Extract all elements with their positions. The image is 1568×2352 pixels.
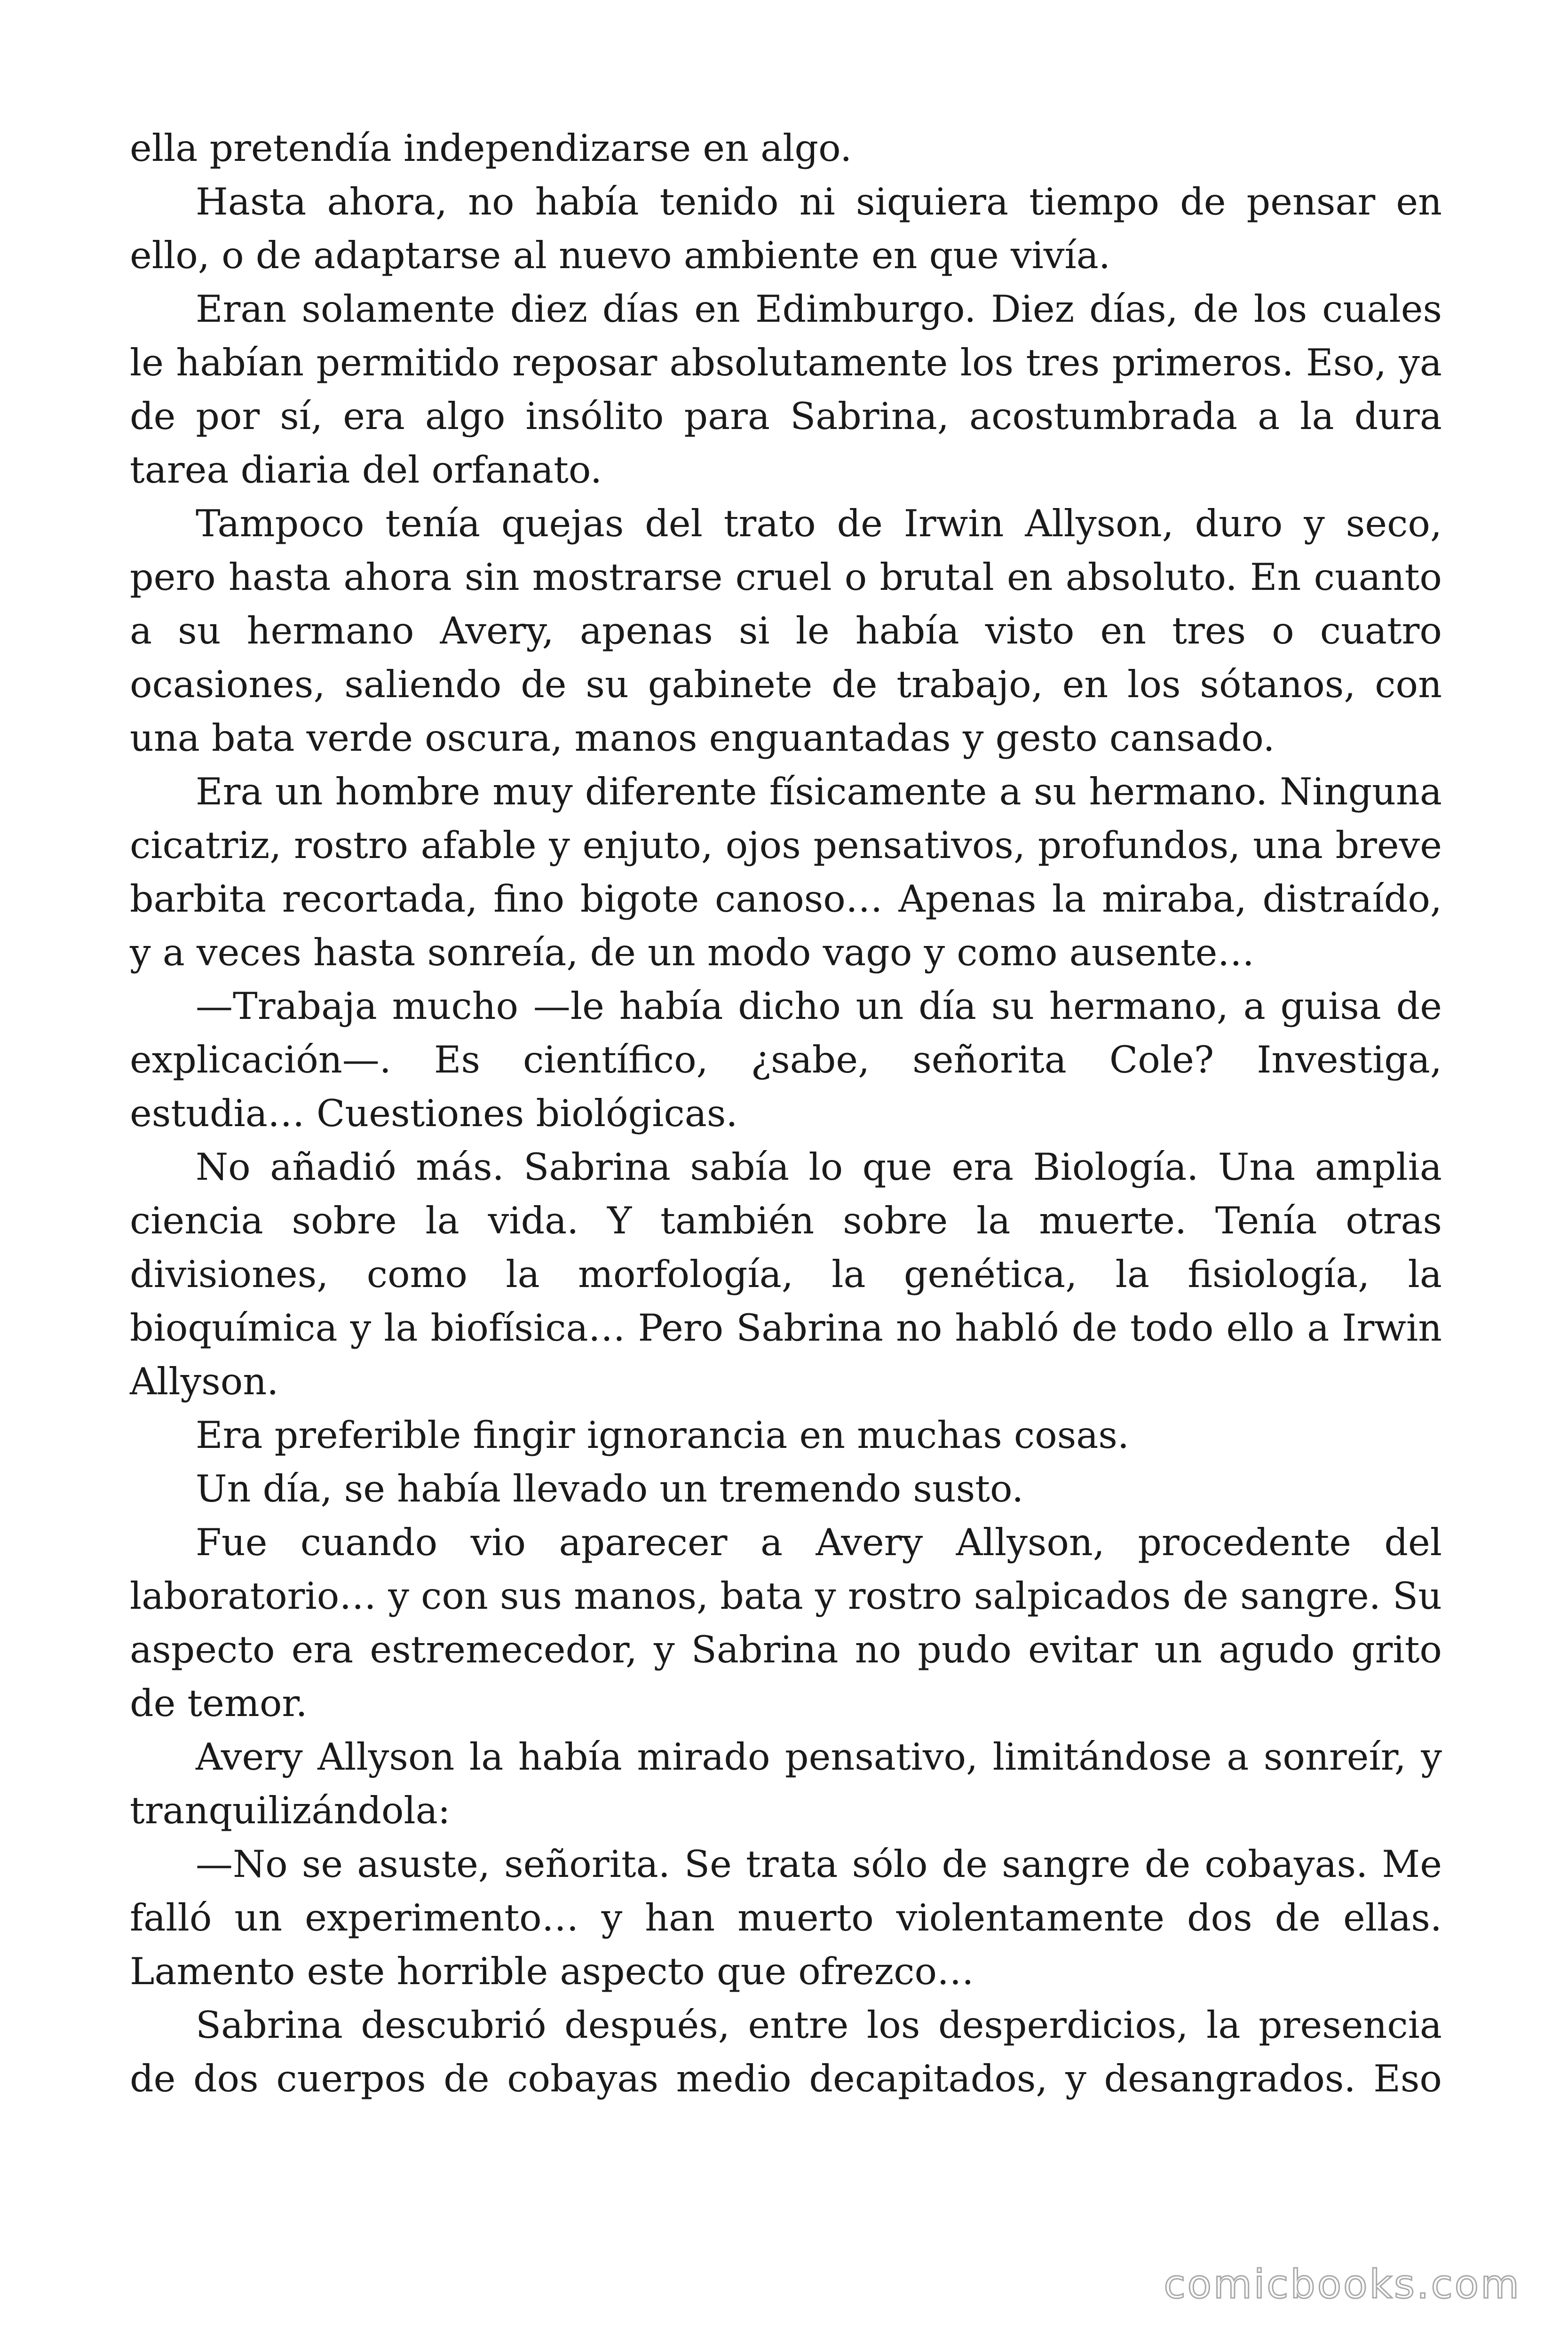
page-body bbox=[130, 121, 1442, 2106]
paragraph-10: Fue cuando vio aparecer a Avery Allyson, procedente del laboratorio… y con sus manos, bata y rostro salpicados de sangre. Su aspecto era estremecedor, y Sabrina no pudo evitar un agudo grito de temor. bbox=[130, 1521, 1442, 1725]
paragraph-4: Tampoco tenía quejas del trato de Irwin Allyson, duro y seco, pero hasta ahora sin mostrarse cruel o brutal en absoluto. En cuanto a su hermano Avery, apenas si le había visto en tres o cuatro ocasiones, saliendo de su gabinete de trabajo, en los sótanos, con una bata verde oscura, manos enguantadas y gesto cansado. bbox=[130, 502, 1442, 760]
paragraph-1: ella pretendía independizarse en algo. bbox=[130, 127, 852, 170]
paragraph-5: Era un hombre muy diferente físicamente a su hermano. Ninguna cicatriz, rostro afable y enjuto, ojos pensativos, profundos, una breve barbita recortada, fino bigote canoso… Apenas la miraba, distraído, y a veces hasta sonreía, de un modo vago y como ausente… bbox=[130, 770, 1442, 974]
watermark: comicbooks.com bbox=[1164, 2261, 1521, 2307]
paragraph-8: Era preferible fingir ignorancia en muchas cosas. bbox=[196, 1414, 1129, 1457]
paragraph-2: Hasta ahora, no había tenido ni siquiera tiempo de pensar en ello, o de adaptarse al nuevo ambiente en que vivía. bbox=[130, 180, 1442, 277]
paragraph-11: Avery Allyson la había mirado pensativo, limitándose a sonreír, y tranquilizándola: bbox=[130, 1735, 1442, 1832]
paragraph-7: No añadió más. Sabrina sabía lo que era Biología. Una amplia ciencia sobre la vida. Y también sobre la muerte. Tenía otras divisiones, como la morfología, la genética, la fisiología, la bioquímica y la biofísica… Pero Sabrina no habló de todo ello a Irwin Allyson. bbox=[130, 1145, 1442, 1403]
paragraph-9: Un día, se había llevado un tremendo susto. bbox=[196, 1467, 1024, 1510]
paragraph-6: —Trabaja mucho —le había dicho un día su hermano, a guisa de explicación—. Es científico, ¿sabe, señorita Cole? Investiga, estudia… Cuestiones biológicas. bbox=[130, 985, 1442, 1135]
paragraph-3: Eran solamente diez días en Edimburgo. Diez días, de los cuales le habían permitido reposar absolutamente los tres primeros. Eso, ya de por sí, era algo insólito para Sabrina, acostumbrada a la dura tarea diaria del orfanato. bbox=[130, 287, 1442, 492]
paragraph-12: —No se asuste, señorita. Se trata sólo de sangre de cobayas. Me falló un experimento… y han muerto violentamente dos de ellas. Lamento este horrible aspecto que ofrezco… bbox=[130, 1843, 1442, 1993]
paragraph-13: Sabrina descubrió después, entre los desperdicios, la presencia de dos cuerpos de cobayas medio decapitados, y desangrados. Eso bbox=[130, 2003, 1442, 2100]
